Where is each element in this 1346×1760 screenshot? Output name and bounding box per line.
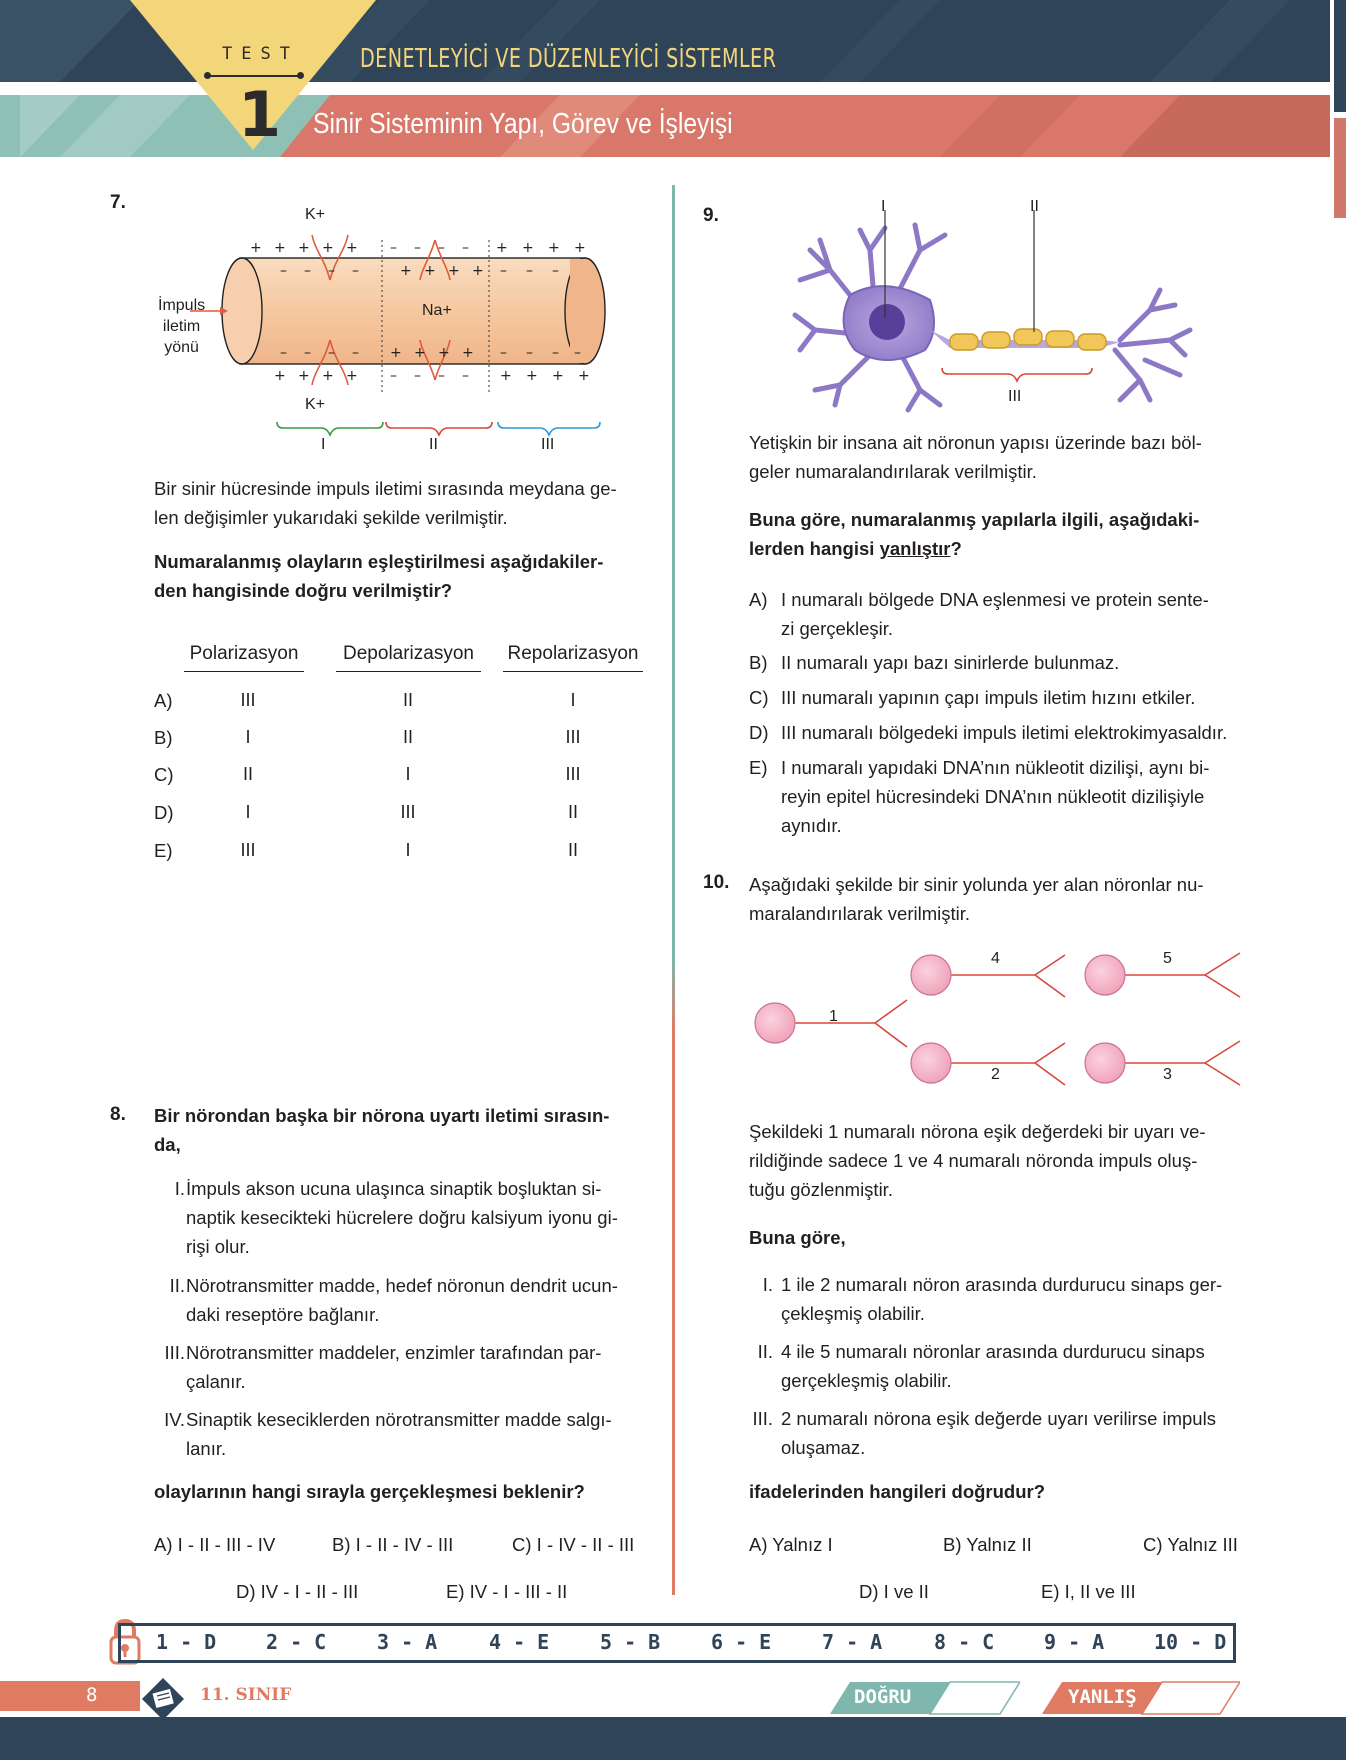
svg-text:–: – [552,345,559,361]
answer-key-item: 6 - E [711,1630,772,1654]
q7-option-value: III [240,840,256,860]
svg-text:–: – [574,345,581,361]
svg-text:+: + [298,368,310,384]
q8-statement-text: Nörotransmitter madde, hedef nöronun dendrit ucun- daki reseptöre bağlanır. [186,1275,618,1325]
q9-question-mark: ? [950,538,962,559]
q7-region-label-iii: III [541,436,555,453]
svg-text:–: – [438,368,445,384]
q7-number: 7. [110,192,126,213]
q9-option-label[interactable]: E) [749,757,768,778]
q8-option-b[interactable]: B) I - II - IV - III [332,1534,454,1555]
q8-statement-label: III. [164,1342,185,1363]
q8-statement-label: II. [169,1275,185,1296]
q7-k-top-label: K+ [305,206,326,223]
q8-option-e[interactable]: E) IV - I - III - II [446,1581,568,1602]
q7-option-label[interactable]: A) [154,690,173,711]
q10-stem: Aşağıdaki şekilde bir sinir yolunda yer alan nöronlar nu- maralandırılarak verilmiştir. [749,874,1204,924]
svg-text:–: – [438,240,445,256]
q9-number: 9. [703,205,719,226]
page-number: 8 [86,1684,98,1706]
q8-question: olaylarının hangi sırayla gerçekleşmesi beklenir? [154,1481,585,1502]
svg-text:–: – [328,263,335,279]
svg-text:+: + [390,345,402,361]
column-divider [672,185,675,1595]
q7-option-label[interactable]: C) [154,764,174,785]
svg-text:–: – [390,368,397,384]
wrong-label: YANLIŞ [1068,1686,1137,1708]
q10-neuron-label-5: 5 [1163,950,1172,967]
q7-option-value: II [242,764,253,784]
svg-text:+: + [346,240,358,256]
svg-text:–: – [280,263,287,279]
q10-option-b[interactable]: B) Yalnız II [943,1534,1032,1555]
q10-option-d[interactable]: D) I ve II [859,1581,929,1602]
q9-label-iii: III [1008,388,1022,405]
svg-text:+: + [322,368,334,384]
svg-text:+: + [548,240,560,256]
q9-option-text[interactable]: III numaralı yapının çapı impuls iletim hızını etkiler. [781,687,1196,708]
q8-statement-label: I. [174,1178,185,1199]
impulse-label-line: iletim [162,318,201,335]
svg-text:–: – [390,240,397,256]
svg-text:–: – [304,345,311,361]
svg-text:+: + [274,368,286,384]
q9-neuron-figure [790,200,1200,415]
svg-text:–: – [280,345,287,361]
svg-text:+: + [448,263,460,279]
svg-text:+: + [578,368,590,384]
svg-text:+: + [274,240,286,256]
q9-option-text[interactable]: II numaralı yapı bazı sinirlerde bulunmaz. [781,652,1120,673]
q10-neuron-label-3: 3 [1163,1066,1172,1083]
q7-axon-figure [150,200,610,460]
q9-option-text[interactable]: III numaralı bölgedeki impuls iletimi elektrokimyasaldır. [781,722,1228,743]
q7-k-bottom-label: K+ [305,396,326,413]
grade-label: 11. SINIF [200,1685,292,1705]
q7-stem: Bir sinir hücresinde impuls iletimi sırasında meydana ge- len değişimler yukarıdaki şekilde verilmiştir. [154,478,617,528]
q8-statement-text: Nörotransmitter maddeler, enzimler tarafından par- çalanır. [186,1342,602,1392]
q7-option-label[interactable]: E) [154,840,173,861]
q7-option-label[interactable]: B) [154,727,173,748]
impulse-label-line: yönü [164,339,199,356]
svg-text:+: + [250,240,262,256]
svg-text:+: + [322,240,334,256]
q9-stem: Yetişkin bir insana ait nöronun yapısı üzerinde bazı böl- geler numaralandırılarak verilmiştir. [749,432,1202,482]
q8-number: 8. [110,1104,126,1125]
svg-text:+: + [552,368,564,384]
q7-option-value: I [405,764,411,784]
answer-key-item: 1 - D [156,1630,217,1654]
topic-title: Sinir Sisteminin Yapı, Görev ve İşleyişi [313,108,733,140]
answer-key-item: 4 - E [489,1630,550,1654]
q7-option-value: I [405,840,411,860]
q7-option-value: II [567,840,578,860]
svg-text:–: – [500,263,507,279]
q8-option-c[interactable]: C) I - IV - II - III [512,1534,635,1555]
unit-title: DENETLEYİCİ VE DÜZENLEYİCİ SİSTEMLER [360,44,777,74]
svg-text:+: + [462,345,474,361]
q7-option-value: II [567,802,578,822]
q8-statement-text: İmpuls akson ucuna ulaşınca sinaptik boşluktan si- naptik kesecikteki hücrelere doğru kalsiyum iyonu gi- rişi olur. [186,1178,618,1257]
q7-option-value: III [565,764,581,784]
svg-text:+: + [500,368,512,384]
q9-question-emphasis: yanlıştır [879,538,951,559]
q10-statement-label: III. [752,1408,773,1429]
q7-na-label: Na+ [422,302,452,319]
q8-option-d[interactable]: D) IV - I - II - III [236,1581,359,1602]
q7-option-value: III [240,690,256,710]
q10-question: ifadelerinden hangileri doğrudur? [749,1481,1046,1502]
q7-option-value: III [400,802,416,822]
right-edge-bar [1334,0,1346,112]
q10-statement-label: I. [762,1274,773,1295]
q10-context: Şekildeki 1 numaralı nörona eşik değerdeki bir uyarı ve- rildiğinde sadece 1 ve 4 numaralı nöronda impuls oluş- tuğu gözlenmiştir. [749,1121,1206,1200]
svg-text:–: – [304,263,311,279]
q10-lead: Buna göre, [749,1227,846,1248]
q7-option-value: III [565,727,581,747]
answer-key-item: 10 - D [1154,1630,1227,1654]
right-edge-tab [1334,118,1346,218]
q10-statement-label: II. [757,1341,773,1362]
impulse-label-line: İmpuls [158,297,206,314]
q9-option-text[interactable]: I numaralı yapıdaki DNA’nın nükleotit dizilişi, aynı bi- reyin epitel hücresindeki DNA’nın nükleotit dizilişiyle aynıdır. [781,757,1210,836]
svg-text:+: + [526,368,538,384]
q10-neuron-label-1: 1 [829,1008,838,1025]
test-label: TEST [222,44,299,64]
svg-text:+: + [472,263,484,279]
svg-text:+: + [438,345,450,361]
correct-label: DOĞRU [854,1686,912,1708]
q7-option-value: I [245,802,251,822]
svg-text:–: – [352,345,359,361]
svg-text:+: + [574,240,586,256]
svg-text:–: – [414,368,421,384]
svg-text:+: + [346,368,358,384]
q10-option-c[interactable]: C) Yalnız III [1143,1534,1238,1555]
svg-text:–: – [462,240,469,256]
q7-question: Numaralanmış olayların eşleştirilmesi aşağıdakiler- den hangisinde doğru verilmiştir? [154,551,604,601]
svg-text:–: – [462,368,469,384]
q9-question [749,505,1199,563]
q8-option-a[interactable]: A) I - II - III - IV [154,1534,276,1555]
answer-key-item: 9 - A [1044,1630,1105,1654]
svg-text:–: – [526,263,533,279]
q10-neuron-label-4: 4 [991,950,1000,967]
q8-statement-text: Sinaptik keseciklerden nörotransmitter madde salgı- lanır. [186,1409,612,1459]
svg-text:+: + [400,263,412,279]
q9-option-text[interactable]: I numaralı bölgede DNA eşlenmesi ve protein sente- zi gerçekleşir. [781,589,1209,639]
answer-key-item: 3 - A [377,1630,438,1654]
svg-text:+: + [496,240,508,256]
q9-option-label[interactable]: B) [749,652,768,673]
q7-region-label-i: I [321,436,326,453]
answer-key-item: 7 - A [822,1630,883,1654]
test-number: 1 [238,78,282,151]
q10-number: 10. [703,872,730,893]
q7-region-label-ii: II [429,436,438,453]
test-label-underline [207,75,301,77]
q10-neuron-label-2: 2 [991,1066,1000,1083]
book-icon [140,1676,186,1722]
q10-statement-text: 4 ile 5 numaralı nöronlar arasında durdurucu sinaps gerçekleşmiş olabilir. [781,1341,1205,1391]
svg-text:–: – [552,263,559,279]
q10-option-a[interactable]: A) Yalnız I [749,1534,833,1555]
svg-text:–: – [526,345,533,361]
svg-text:+: + [414,345,426,361]
svg-text:–: – [328,345,335,361]
q9-label-ii: II [1030,198,1039,215]
q10-option-e[interactable]: E) I, II ve III [1041,1581,1136,1602]
q7-option-value: II [402,727,413,747]
footer-page-tab [0,1681,140,1711]
q8-stem: Bir nörondan başka bir nörona uyartı iletimi sırasın- da, [154,1105,610,1155]
q9-label-i: I [881,198,886,215]
svg-text:+: + [424,263,436,279]
svg-text:–: – [500,345,507,361]
footer-bar [0,1717,1346,1760]
q7-option-value: II [402,690,413,710]
q9-option-label[interactable]: A) [749,589,768,610]
answer-key-item: 8 - C [934,1630,995,1654]
svg-text:+: + [522,240,534,256]
svg-text:+: + [298,240,310,256]
q8-statement-label: IV. [164,1409,185,1430]
answer-key-item: 2 - C [266,1630,327,1654]
svg-text:–: – [352,263,359,279]
q7-col-depolarization: Depolarizasyon [336,643,481,672]
q7-col-polarization: Polarizasyon [184,643,304,672]
q9-option-label[interactable]: C) [749,687,769,708]
q7-option-value: I [245,727,251,747]
answer-key-item: 5 - B [600,1630,661,1654]
q7-col-repolarization: Repolarizasyon [503,643,643,672]
q7-impulse-label [158,295,205,358]
q10-statement-text: 2 numaralı nörona eşik değerde uyarı verilirse impuls oluşamaz. [781,1408,1216,1458]
q10-statement-text: 1 ile 2 numaralı nöron arasında durdurucu sinaps ger- çekleşmiş olabilir. [781,1274,1223,1324]
q9-question-text: Buna göre, numaralanmış yapılarla ilgili, aşağıdaki- lerden hangisi [749,509,1200,559]
svg-text:–: – [414,240,421,256]
q9-option-label[interactable]: D) [749,722,769,743]
q7-option-value: I [570,690,576,710]
q7-option-label[interactable]: D) [154,802,174,823]
